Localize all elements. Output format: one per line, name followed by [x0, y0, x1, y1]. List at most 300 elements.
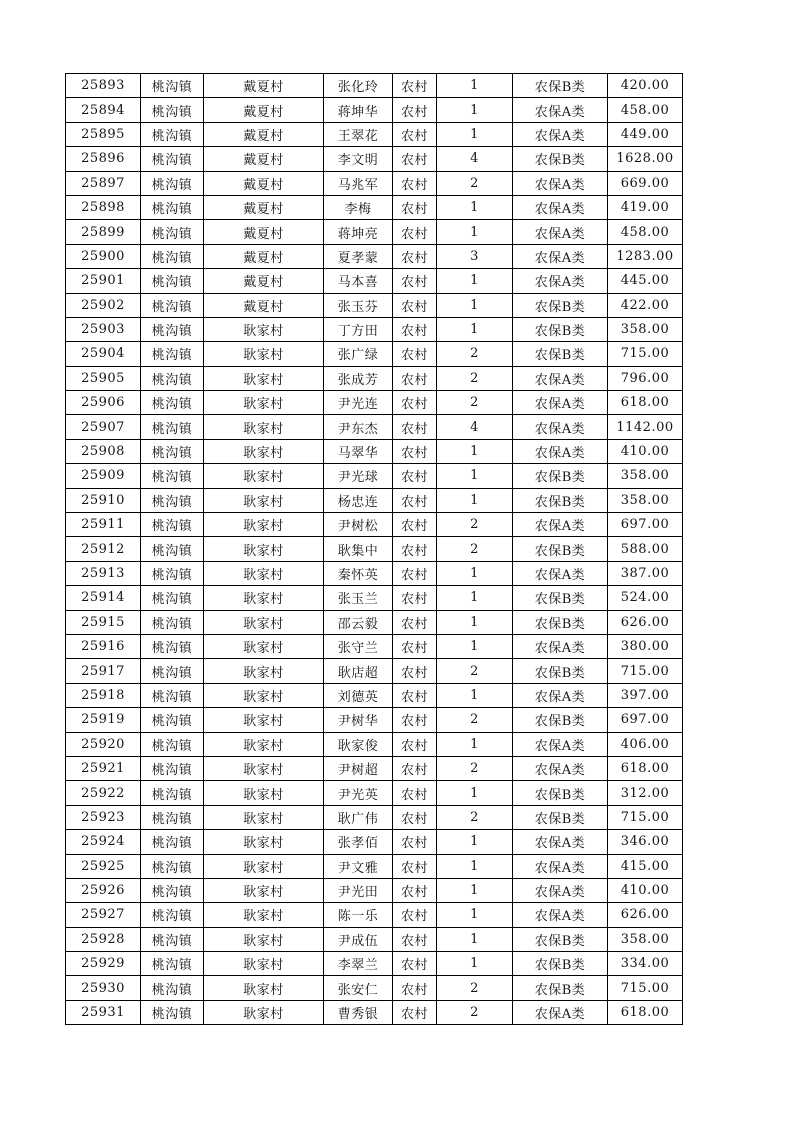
cell-residence: 农村	[393, 976, 437, 1000]
cell-id: 25914	[66, 586, 141, 610]
table-row	[66, 683, 683, 707]
cell-count: 1	[437, 195, 513, 219]
cell-count: 4	[437, 415, 513, 439]
cell-amount: 697.00	[608, 708, 683, 732]
cell-village: 耿家村	[204, 610, 324, 634]
table-row	[66, 952, 683, 976]
cell-name: 刘德英	[324, 683, 393, 707]
cell-count: 1	[437, 561, 513, 585]
cell-town: 桃沟镇	[141, 244, 204, 268]
cell-count: 1	[437, 74, 513, 98]
cell-count: 1	[437, 317, 513, 341]
cell-amount: 458.00	[608, 98, 683, 122]
cell-name: 尹光球	[324, 464, 393, 488]
cell-name: 尹树超	[324, 756, 393, 780]
cell-name: 秦怀英	[324, 561, 393, 585]
table-row	[66, 1000, 683, 1024]
cell-amount: 715.00	[608, 805, 683, 829]
cell-amount: 1628.00	[608, 147, 683, 171]
table-body	[66, 74, 683, 1025]
cell-count: 1	[437, 464, 513, 488]
cell-name: 张守兰	[324, 634, 393, 658]
cell-amount: 358.00	[608, 927, 683, 951]
cell-village: 戴夏村	[204, 98, 324, 122]
cell-count: 1	[437, 439, 513, 463]
cell-amount: 415.00	[608, 854, 683, 878]
cell-town: 桃沟镇	[141, 98, 204, 122]
cell-village: 耿家村	[204, 537, 324, 561]
cell-village: 耿家村	[204, 708, 324, 732]
cell-category: 农保A类	[513, 513, 608, 537]
cell-town: 桃沟镇	[141, 74, 204, 98]
cell-village: 戴夏村	[204, 171, 324, 195]
cell-residence: 农村	[393, 317, 437, 341]
cell-category: 农保A类	[513, 634, 608, 658]
cell-town: 桃沟镇	[141, 464, 204, 488]
cell-residence: 农村	[393, 513, 437, 537]
cell-id: 25900	[66, 244, 141, 268]
cell-id: 25921	[66, 756, 141, 780]
cell-town: 桃沟镇	[141, 732, 204, 756]
cell-amount: 715.00	[608, 342, 683, 366]
cell-village: 耿家村	[204, 903, 324, 927]
table-row	[66, 415, 683, 439]
cell-name: 耿店超	[324, 659, 393, 683]
table-row	[66, 732, 683, 756]
cell-residence: 农村	[393, 659, 437, 683]
cell-town: 桃沟镇	[141, 122, 204, 146]
cell-name: 耿家俊	[324, 732, 393, 756]
cell-id: 25904	[66, 342, 141, 366]
cell-id: 25919	[66, 708, 141, 732]
cell-residence: 农村	[393, 732, 437, 756]
cell-name: 蒋坤亮	[324, 220, 393, 244]
cell-count: 2	[437, 976, 513, 1000]
cell-village: 耿家村	[204, 391, 324, 415]
cell-category: 农保B类	[513, 708, 608, 732]
cell-town: 桃沟镇	[141, 878, 204, 902]
cell-residence: 农村	[393, 683, 437, 707]
cell-count: 4	[437, 147, 513, 171]
cell-name: 张玉芬	[324, 293, 393, 317]
cell-amount: 380.00	[608, 634, 683, 658]
cell-residence: 农村	[393, 708, 437, 732]
cell-id: 25905	[66, 366, 141, 390]
table-row	[66, 586, 683, 610]
cell-category: 农保B类	[513, 952, 608, 976]
cell-category: 农保A类	[513, 220, 608, 244]
table-row	[66, 464, 683, 488]
cell-count: 1	[437, 488, 513, 512]
cell-id: 25911	[66, 513, 141, 537]
cell-name: 尹树松	[324, 513, 393, 537]
cell-residence: 农村	[393, 1000, 437, 1024]
cell-count: 1	[437, 220, 513, 244]
cell-count: 2	[437, 366, 513, 390]
cell-category: 农保A类	[513, 756, 608, 780]
cell-id: 25925	[66, 854, 141, 878]
cell-count: 1	[437, 293, 513, 317]
table-row	[66, 342, 683, 366]
cell-category: 农保A类	[513, 122, 608, 146]
cell-amount: 458.00	[608, 220, 683, 244]
cell-id: 25899	[66, 220, 141, 244]
table-row	[66, 317, 683, 341]
table-row	[66, 830, 683, 854]
cell-amount: 618.00	[608, 756, 683, 780]
cell-village: 耿家村	[204, 488, 324, 512]
cell-residence: 农村	[393, 464, 437, 488]
table-row	[66, 98, 683, 122]
cell-id: 25920	[66, 732, 141, 756]
cell-name: 邵云毅	[324, 610, 393, 634]
cell-residence: 农村	[393, 854, 437, 878]
cell-village: 耿家村	[204, 659, 324, 683]
cell-id: 25928	[66, 927, 141, 951]
cell-id: 25923	[66, 805, 141, 829]
cell-village: 耿家村	[204, 830, 324, 854]
table-row	[66, 171, 683, 195]
cell-village: 戴夏村	[204, 147, 324, 171]
cell-id: 25924	[66, 830, 141, 854]
cell-village: 戴夏村	[204, 74, 324, 98]
cell-name: 杨忠连	[324, 488, 393, 512]
cell-count: 2	[437, 659, 513, 683]
cell-village: 耿家村	[204, 732, 324, 756]
cell-village: 戴夏村	[204, 244, 324, 268]
cell-name: 丁方田	[324, 317, 393, 341]
cell-town: 桃沟镇	[141, 903, 204, 927]
cell-amount: 334.00	[608, 952, 683, 976]
cell-id: 25908	[66, 439, 141, 463]
cell-category: 农保A类	[513, 903, 608, 927]
cell-name: 张广绿	[324, 342, 393, 366]
cell-category: 农保A类	[513, 244, 608, 268]
cell-count: 2	[437, 391, 513, 415]
cell-id: 25897	[66, 171, 141, 195]
cell-town: 桃沟镇	[141, 659, 204, 683]
cell-category: 农保A类	[513, 366, 608, 390]
cell-count: 1	[437, 903, 513, 927]
cell-residence: 农村	[393, 122, 437, 146]
cell-residence: 农村	[393, 98, 437, 122]
cell-village: 耿家村	[204, 781, 324, 805]
cell-residence: 农村	[393, 634, 437, 658]
table-row	[66, 269, 683, 293]
cell-name: 曹秀银	[324, 1000, 393, 1024]
cell-village: 耿家村	[204, 854, 324, 878]
cell-town: 桃沟镇	[141, 513, 204, 537]
cell-town: 桃沟镇	[141, 415, 204, 439]
cell-town: 桃沟镇	[141, 488, 204, 512]
cell-count: 2	[437, 537, 513, 561]
cell-count: 2	[437, 513, 513, 537]
cell-town: 桃沟镇	[141, 195, 204, 219]
table-row	[66, 610, 683, 634]
cell-id: 25913	[66, 561, 141, 585]
cell-count: 1	[437, 854, 513, 878]
table-row	[66, 903, 683, 927]
cell-amount: 419.00	[608, 195, 683, 219]
cell-town: 桃沟镇	[141, 391, 204, 415]
cell-count: 1	[437, 98, 513, 122]
cell-category: 农保B类	[513, 317, 608, 341]
cell-category: 农保B类	[513, 586, 608, 610]
cell-name: 张成芳	[324, 366, 393, 390]
cell-id: 25917	[66, 659, 141, 683]
cell-residence: 农村	[393, 756, 437, 780]
cell-village: 戴夏村	[204, 220, 324, 244]
table-row	[66, 439, 683, 463]
cell-amount: 796.00	[608, 366, 683, 390]
cell-amount: 410.00	[608, 439, 683, 463]
cell-id: 25894	[66, 98, 141, 122]
cell-id: 25912	[66, 537, 141, 561]
cell-village: 耿家村	[204, 366, 324, 390]
cell-town: 桃沟镇	[141, 781, 204, 805]
cell-town: 桃沟镇	[141, 1000, 204, 1024]
cell-town: 桃沟镇	[141, 317, 204, 341]
cell-town: 桃沟镇	[141, 147, 204, 171]
cell-village: 耿家村	[204, 415, 324, 439]
cell-amount: 1283.00	[608, 244, 683, 268]
cell-village: 耿家村	[204, 439, 324, 463]
cell-category: 农保B类	[513, 537, 608, 561]
cell-amount: 449.00	[608, 122, 683, 146]
cell-count: 1	[437, 830, 513, 854]
cell-residence: 农村	[393, 244, 437, 268]
cell-town: 桃沟镇	[141, 756, 204, 780]
cell-category: 农保B类	[513, 659, 608, 683]
cell-town: 桃沟镇	[141, 976, 204, 1000]
cell-id: 25929	[66, 952, 141, 976]
cell-count: 1	[437, 732, 513, 756]
cell-town: 桃沟镇	[141, 708, 204, 732]
cell-residence: 农村	[393, 415, 437, 439]
table-row	[66, 878, 683, 902]
cell-residence: 农村	[393, 488, 437, 512]
cell-residence: 农村	[393, 269, 437, 293]
table-row	[66, 537, 683, 561]
cell-count: 3	[437, 244, 513, 268]
cell-name: 李梅	[324, 195, 393, 219]
cell-town: 桃沟镇	[141, 854, 204, 878]
cell-name: 马本喜	[324, 269, 393, 293]
cell-count: 2	[437, 708, 513, 732]
cell-amount: 358.00	[608, 464, 683, 488]
cell-count: 1	[437, 586, 513, 610]
cell-town: 桃沟镇	[141, 610, 204, 634]
cell-name: 夏孝蒙	[324, 244, 393, 268]
table-row	[66, 391, 683, 415]
cell-category: 农保A类	[513, 439, 608, 463]
cell-id: 25898	[66, 195, 141, 219]
cell-amount: 445.00	[608, 269, 683, 293]
cell-residence: 农村	[393, 342, 437, 366]
cell-id: 25896	[66, 147, 141, 171]
cell-name: 耿广伟	[324, 805, 393, 829]
table-row	[66, 244, 683, 268]
cell-count: 1	[437, 952, 513, 976]
cell-amount: 669.00	[608, 171, 683, 195]
cell-town: 桃沟镇	[141, 927, 204, 951]
cell-amount: 626.00	[608, 610, 683, 634]
cell-village: 耿家村	[204, 805, 324, 829]
cell-count: 2	[437, 1000, 513, 1024]
cell-category: 农保A类	[513, 1000, 608, 1024]
cell-id: 25927	[66, 903, 141, 927]
cell-category: 农保A类	[513, 415, 608, 439]
cell-amount: 715.00	[608, 976, 683, 1000]
cell-town: 桃沟镇	[141, 439, 204, 463]
table-row	[66, 195, 683, 219]
table-row	[66, 220, 683, 244]
cell-village: 耿家村	[204, 952, 324, 976]
cell-category: 农保A类	[513, 195, 608, 219]
table-row	[66, 147, 683, 171]
cell-name: 尹成伍	[324, 927, 393, 951]
cell-village: 耿家村	[204, 927, 324, 951]
cell-residence: 农村	[393, 927, 437, 951]
cell-amount: 422.00	[608, 293, 683, 317]
cell-residence: 农村	[393, 830, 437, 854]
cell-id: 25930	[66, 976, 141, 1000]
cell-residence: 农村	[393, 610, 437, 634]
cell-category: 农保A类	[513, 561, 608, 585]
cell-category: 农保B类	[513, 781, 608, 805]
cell-amount: 588.00	[608, 537, 683, 561]
cell-amount: 715.00	[608, 659, 683, 683]
cell-amount: 618.00	[608, 391, 683, 415]
cell-count: 1	[437, 878, 513, 902]
cell-village: 耿家村	[204, 513, 324, 537]
cell-name: 陈一乐	[324, 903, 393, 927]
cell-category: 农保A类	[513, 269, 608, 293]
cell-name: 李翠兰	[324, 952, 393, 976]
cell-category: 农保B类	[513, 927, 608, 951]
cell-name: 尹树华	[324, 708, 393, 732]
cell-id: 25895	[66, 122, 141, 146]
cell-name: 尹光连	[324, 391, 393, 415]
cell-residence: 农村	[393, 147, 437, 171]
cell-residence: 农村	[393, 195, 437, 219]
cell-amount: 524.00	[608, 586, 683, 610]
cell-category: 农保B类	[513, 74, 608, 98]
cell-residence: 农村	[393, 293, 437, 317]
cell-residence: 农村	[393, 74, 437, 98]
table-row	[66, 561, 683, 585]
cell-category: 农保B类	[513, 147, 608, 171]
cell-category: 农保B类	[513, 293, 608, 317]
cell-amount: 618.00	[608, 1000, 683, 1024]
cell-id: 25916	[66, 634, 141, 658]
cell-count: 1	[437, 683, 513, 707]
cell-village: 耿家村	[204, 976, 324, 1000]
cell-id: 25903	[66, 317, 141, 341]
cell-village: 戴夏村	[204, 195, 324, 219]
table-row	[66, 634, 683, 658]
cell-name: 尹东杰	[324, 415, 393, 439]
cell-amount: 697.00	[608, 513, 683, 537]
cell-town: 桃沟镇	[141, 220, 204, 244]
cell-count: 1	[437, 927, 513, 951]
cell-amount: 358.00	[608, 488, 683, 512]
cell-category: 农保A类	[513, 854, 608, 878]
cell-count: 1	[437, 122, 513, 146]
cell-category: 农保B类	[513, 610, 608, 634]
cell-category: 农保A类	[513, 683, 608, 707]
cell-town: 桃沟镇	[141, 269, 204, 293]
cell-id: 25909	[66, 464, 141, 488]
cell-village: 耿家村	[204, 342, 324, 366]
cell-name: 耿集中	[324, 537, 393, 561]
cell-residence: 农村	[393, 586, 437, 610]
cell-town: 桃沟镇	[141, 586, 204, 610]
cell-village: 耿家村	[204, 878, 324, 902]
payment-table	[65, 73, 683, 1025]
cell-village: 耿家村	[204, 561, 324, 585]
table-row	[66, 122, 683, 146]
cell-amount: 312.00	[608, 781, 683, 805]
table-row	[66, 976, 683, 1000]
cell-name: 马翠华	[324, 439, 393, 463]
cell-village: 耿家村	[204, 756, 324, 780]
cell-id: 25910	[66, 488, 141, 512]
cell-id: 25922	[66, 781, 141, 805]
table-row	[66, 488, 683, 512]
cell-count: 1	[437, 781, 513, 805]
cell-name: 蒋坤华	[324, 98, 393, 122]
cell-category: 农保A类	[513, 830, 608, 854]
cell-category: 农保A类	[513, 171, 608, 195]
cell-count: 2	[437, 805, 513, 829]
cell-town: 桃沟镇	[141, 634, 204, 658]
cell-village: 戴夏村	[204, 269, 324, 293]
cell-town: 桃沟镇	[141, 561, 204, 585]
cell-count: 2	[437, 171, 513, 195]
cell-village: 戴夏村	[204, 122, 324, 146]
cell-name: 尹光英	[324, 781, 393, 805]
cell-town: 桃沟镇	[141, 293, 204, 317]
cell-amount: 406.00	[608, 732, 683, 756]
cell-count: 2	[437, 756, 513, 780]
cell-residence: 农村	[393, 878, 437, 902]
cell-residence: 农村	[393, 366, 437, 390]
cell-village: 耿家村	[204, 1000, 324, 1024]
cell-name: 王翠花	[324, 122, 393, 146]
cell-id: 25906	[66, 391, 141, 415]
cell-id: 25915	[66, 610, 141, 634]
cell-village: 戴夏村	[204, 293, 324, 317]
cell-residence: 农村	[393, 561, 437, 585]
cell-category: 农保B类	[513, 488, 608, 512]
cell-amount: 420.00	[608, 74, 683, 98]
cell-name: 张安仁	[324, 976, 393, 1000]
cell-category: 农保B类	[513, 976, 608, 1000]
cell-town: 桃沟镇	[141, 683, 204, 707]
cell-town: 桃沟镇	[141, 537, 204, 561]
table-row	[66, 659, 683, 683]
table-row	[66, 708, 683, 732]
cell-category: 农保B类	[513, 805, 608, 829]
cell-village: 耿家村	[204, 683, 324, 707]
cell-id: 25907	[66, 415, 141, 439]
cell-town: 桃沟镇	[141, 830, 204, 854]
cell-village: 耿家村	[204, 634, 324, 658]
cell-count: 1	[437, 610, 513, 634]
cell-residence: 农村	[393, 391, 437, 415]
table-row	[66, 927, 683, 951]
